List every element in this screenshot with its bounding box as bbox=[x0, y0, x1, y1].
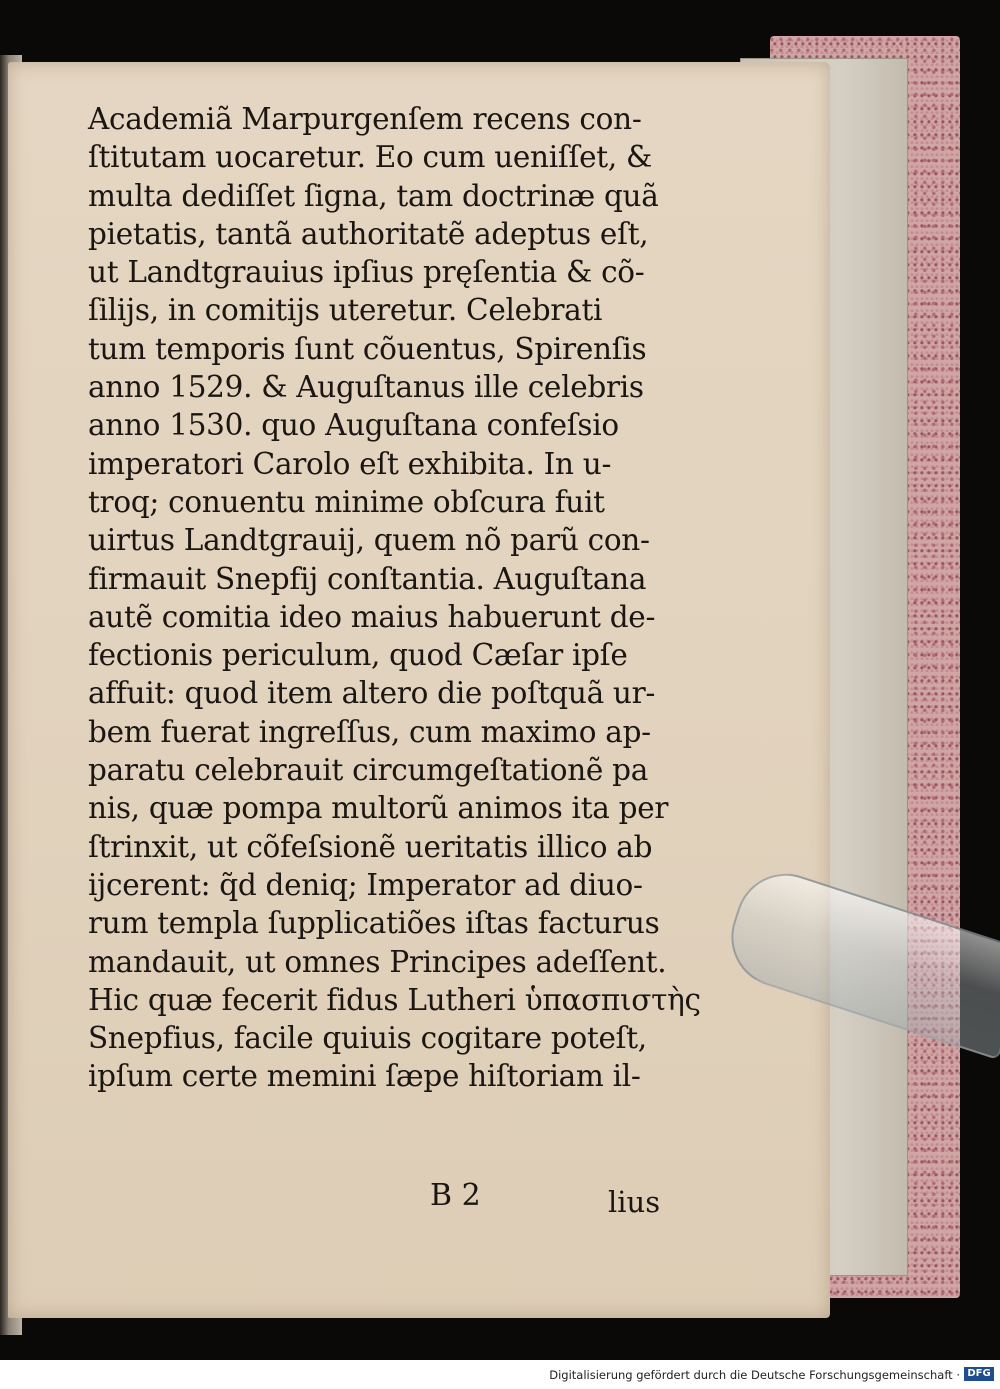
text-line: fectionis periculum, quod Cæſar ipſe bbox=[88, 638, 628, 673]
text-line: tum temporis ſunt cõuentus, Spirenſis bbox=[88, 331, 647, 366]
text-line: anno 1529. & Auguſtanus ille celebris bbox=[88, 370, 644, 405]
text-line: ipſum certe memini ſæpe hiſtoriam il‑ bbox=[88, 1059, 641, 1094]
text-line: imperatori Carolo eſt exhibita. In u‑ bbox=[88, 446, 612, 481]
text-line: affuit: quod item altero die poſtquã ur‑ bbox=[88, 676, 656, 711]
text-line: nis, quæ pompa multorũ animos ita per bbox=[88, 791, 669, 826]
footer-credit: Digitalisierung gefördert durch die Deutsche Forschungsgemeinschaft · bbox=[549, 1368, 960, 1382]
page-text bbox=[88, 100, 728, 1096]
text-line: rum templa ſupplicatiões iſtas facturus bbox=[88, 906, 660, 941]
text-line: ijcerent: q̃d deniq; Imperator ad diuo‑ bbox=[88, 867, 643, 902]
text-line: Hic quæ fecerit fidus Lutheri ὑπασπιστὴς bbox=[88, 982, 701, 1017]
text-line: ſilijs, in comitijs uteretur. Celebrati bbox=[88, 293, 603, 328]
text-line: autẽ comitia ideo maius habuerunt de‑ bbox=[88, 599, 656, 634]
text-line: uirtus Landtgrauij, quem nõ parũ con‑ bbox=[88, 523, 650, 558]
signature-mark: B 2 bbox=[430, 1178, 481, 1213]
text-line: firmauit Snepfij conſtantia. Auguſtana bbox=[88, 561, 647, 596]
catchword: lius bbox=[608, 1185, 661, 1219]
text-line: Academiã Marpurgenſem recens con‑ bbox=[88, 102, 642, 136]
dfg-logo: DFG bbox=[964, 1367, 994, 1381]
text-line: mandauit, ut omnes Principes adeſſent. bbox=[88, 944, 667, 979]
text-line: ſtrinxit, ut cõfeſsionẽ ueritatis illico ab bbox=[88, 829, 653, 864]
text-line: ſtitutam uocaretur. Eo cum ueniſſet, & bbox=[88, 140, 652, 175]
text-line: multa dediſſet ſigna, tam doctrinæ quã bbox=[88, 178, 659, 213]
text-line: bem fuerat ingreſſus, cum maximo ap‑ bbox=[88, 714, 651, 749]
text-line: ut Landtgrauius ipſius pręſentia & cõ‑ bbox=[88, 255, 645, 290]
text-line: anno 1530. quo Auguſtana confeſsio bbox=[88, 408, 619, 443]
text-line: pietatis, tantã authoritatẽ adeptus eſt, bbox=[88, 216, 649, 251]
text-line: paratu celebrauit circumgeſtationẽ pa bbox=[88, 753, 649, 788]
text-line: troq; conuentu minime obſcura fuit bbox=[88, 484, 605, 519]
text-line: Snepfius, facile quiuis cogitare poteſt, bbox=[88, 1021, 647, 1056]
